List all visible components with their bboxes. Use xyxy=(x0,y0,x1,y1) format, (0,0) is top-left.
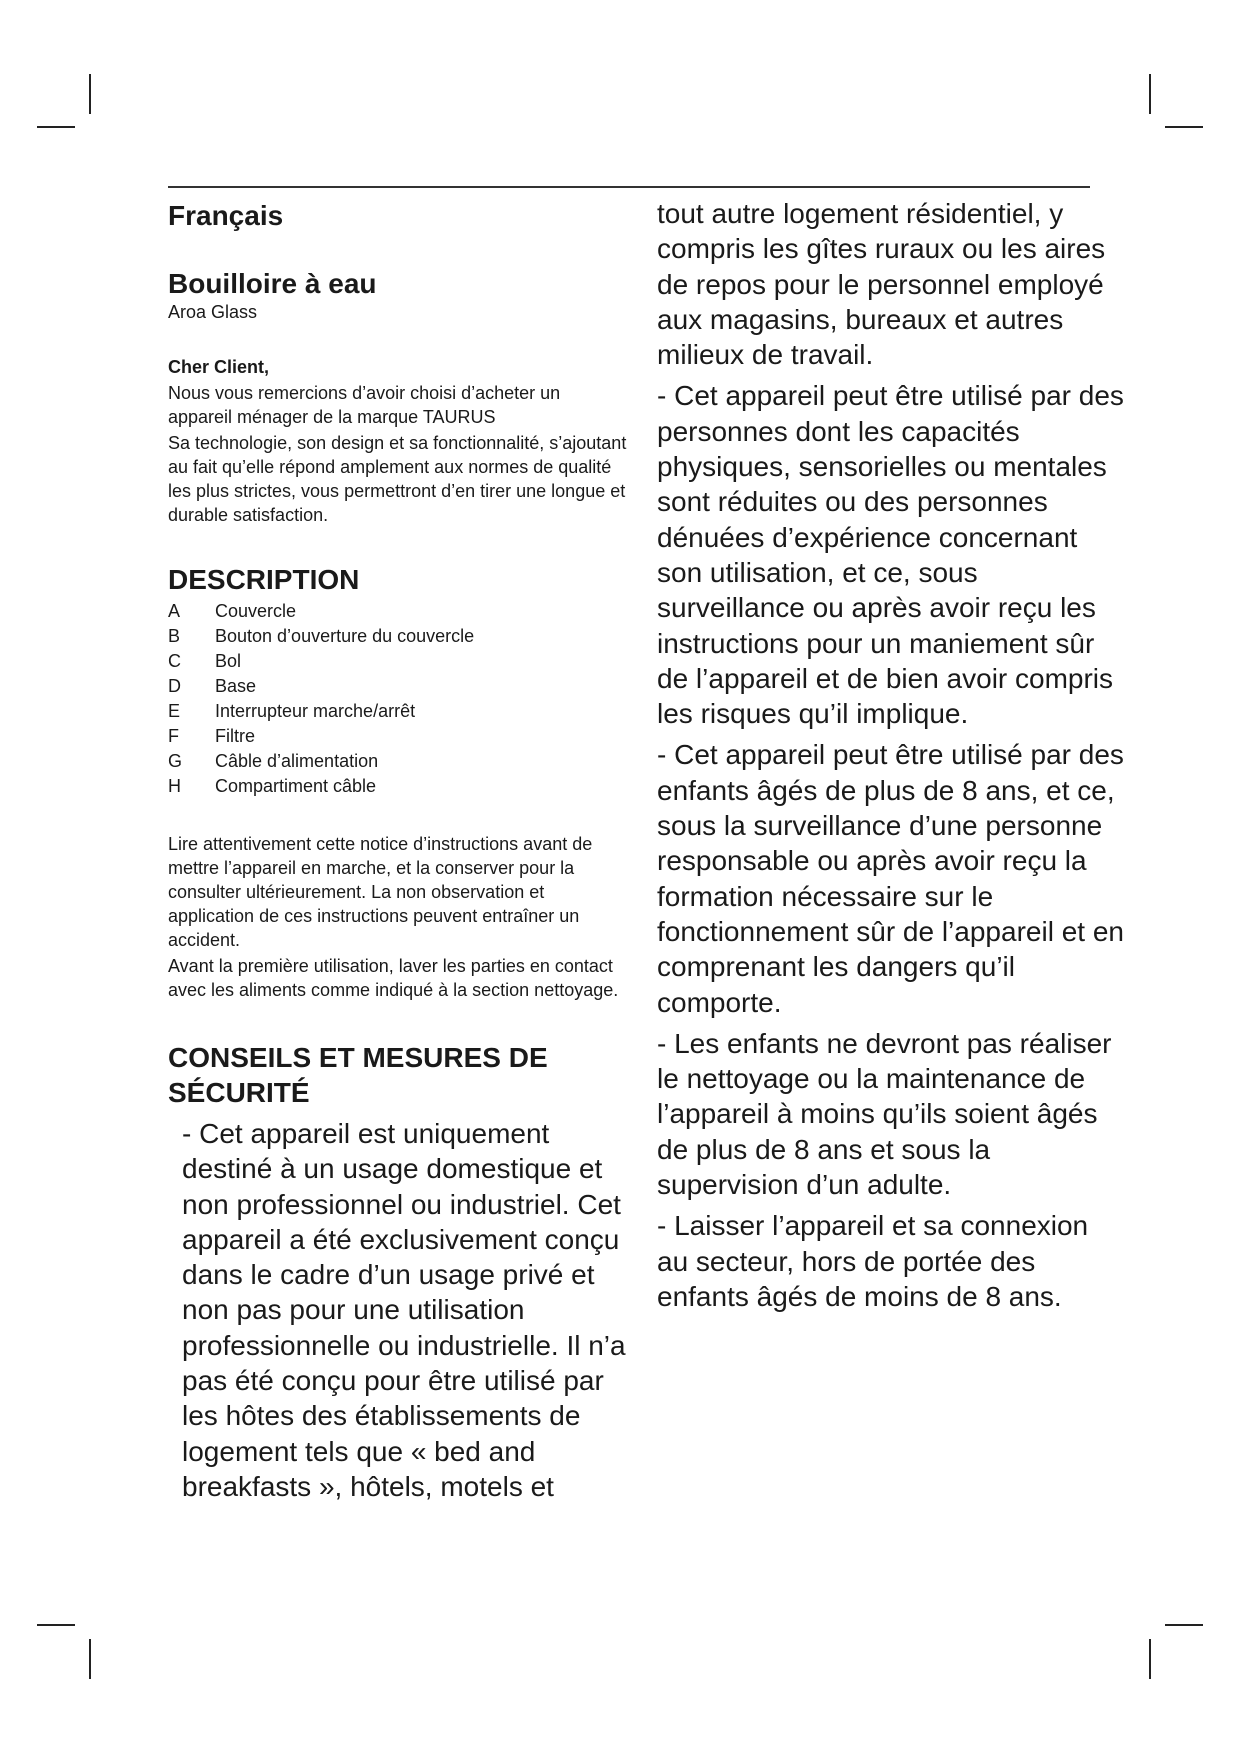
crop-mark-bottom-right-horizontal xyxy=(1165,1624,1203,1626)
product-title: Bouilloire à eau xyxy=(168,268,377,299)
safety-item: - Les enfants ne devront pas réaliser le nettoyage ou la maintenance de l’appareil à moins qu’ils soient âgés de plus de 8 ans et sous la supervision d’un adulte. xyxy=(657,1027,1112,1201)
crop-mark-top-right-horizontal xyxy=(1165,126,1203,128)
list-item xyxy=(168,699,628,724)
crop-mark-top-left-vertical xyxy=(89,74,91,114)
intro-paragraph: Nous vous remercions d’avoir choisi d’acheter un appareil ménager de la marque TAURUS xyxy=(168,383,561,427)
greeting: Cher Client, xyxy=(168,357,270,377)
safety-heading: CONSEILS ET MESURES DE SÉCURITÉ xyxy=(168,1042,548,1108)
item-label: Couvercle xyxy=(215,601,297,621)
safety-item: - Cet appareil peut être utilisé par des personnes dont les capacités physiques, sensorielles ou mentales sont réduites ou des personnes dénuées d’expérience concernant son utilisation, et ce, sous surveillance ou après avoir reçu les instructions pour un maniement sûr de l’appareil et de bien avoir compris les risques qu’il implique. xyxy=(657,380,1124,730)
item-label: Câble d’alimentation xyxy=(215,751,379,771)
crop-mark-bottom-left-horizontal xyxy=(37,1624,75,1626)
safety-item: - Cet appareil peut être utilisé par des enfants âgés de plus de 8 ans, et ce, sous la surveillance d’une personne responsable ou après avoir reçu la formation nécessaire sur le fonctionnement sûr de l’appareil et en comprenant les dangers qu’il comporte. xyxy=(657,739,1124,1018)
item-letter: E xyxy=(168,701,181,721)
item-letter: F xyxy=(168,726,179,746)
list-item xyxy=(168,674,628,699)
item-letter: G xyxy=(168,751,183,771)
left-column xyxy=(168,198,628,1504)
safety-item: - Cet appareil est uniquement destiné à un usage domestique et non professionnel ou industriel. Cet appareil a été exclusivement conçu dans le cadre d’un usage privé et non pas pour une utilisation professionnelle ou industrielle. Il n’a pas été conçu pour être utilisé par les hôtes des établissements de logement tels que « bed and breakfasts », hôtels, motels et xyxy=(182,1118,626,1502)
reading-paragraph: Lire attentivement cette notice d’instructions avant de mettre l’appareil en marche, et la conserver pour la consulter ultérieurement. La non observation et application de ces instructions peuvent entraîner un accident. xyxy=(168,834,593,950)
list-item xyxy=(168,649,628,674)
model-name: Aroa Glass xyxy=(168,302,258,322)
item-letter: B xyxy=(168,626,181,646)
crop-mark-top-left-horizontal xyxy=(37,126,75,128)
crop-mark-top-right-vertical xyxy=(1149,74,1151,114)
safety-item: - Laisser l’appareil et sa connexion au secteur, hors de portée des enfants âgés de moins de 8 ans. xyxy=(657,1210,1089,1312)
item-letter: A xyxy=(168,601,181,621)
reading-paragraph: Avant la première utilisation, laver les parties en contact avec les aliments comme indiqué à la section nettoyage. xyxy=(168,956,619,1000)
item-label: Filtre xyxy=(215,726,255,746)
list-item xyxy=(168,724,628,749)
crop-mark-bottom-left-vertical xyxy=(89,1639,91,1679)
description-heading: DESCRIPTION xyxy=(168,564,360,595)
list-item xyxy=(168,624,628,649)
right-column xyxy=(657,196,1127,1320)
item-label: Compartiment câble xyxy=(215,776,377,796)
item-letter: D xyxy=(168,676,181,696)
item-label: Bouton d’ouverture du couvercle xyxy=(215,626,475,646)
item-letter: H xyxy=(168,776,181,796)
list-item xyxy=(168,774,628,799)
description-list xyxy=(168,599,628,799)
crop-mark-bottom-right-vertical xyxy=(1149,1639,1151,1679)
item-label: Bol xyxy=(215,651,242,671)
intro-paragraph: Sa technologie, son design et sa fonctionnalité, s’ajoutant au fait qu’elle répond amplement aux normes de qualité les plus strictes, vous permettront d’en tirer une longue et durable satisfaction. xyxy=(168,433,627,525)
safety-item: tout autre logement résidentiel, y compris les gîtes ruraux ou les aires de repos pour le personnel employé aux magasins, bureaux et autres milieux de travail. xyxy=(657,198,1106,371)
item-letter: C xyxy=(168,651,181,671)
list-item xyxy=(168,749,628,774)
header-rule xyxy=(168,186,1090,188)
item-label: Interrupteur marche/arrêt xyxy=(215,701,416,721)
list-item xyxy=(168,599,628,624)
item-label: Base xyxy=(215,676,257,696)
language-heading: Français xyxy=(168,200,284,231)
